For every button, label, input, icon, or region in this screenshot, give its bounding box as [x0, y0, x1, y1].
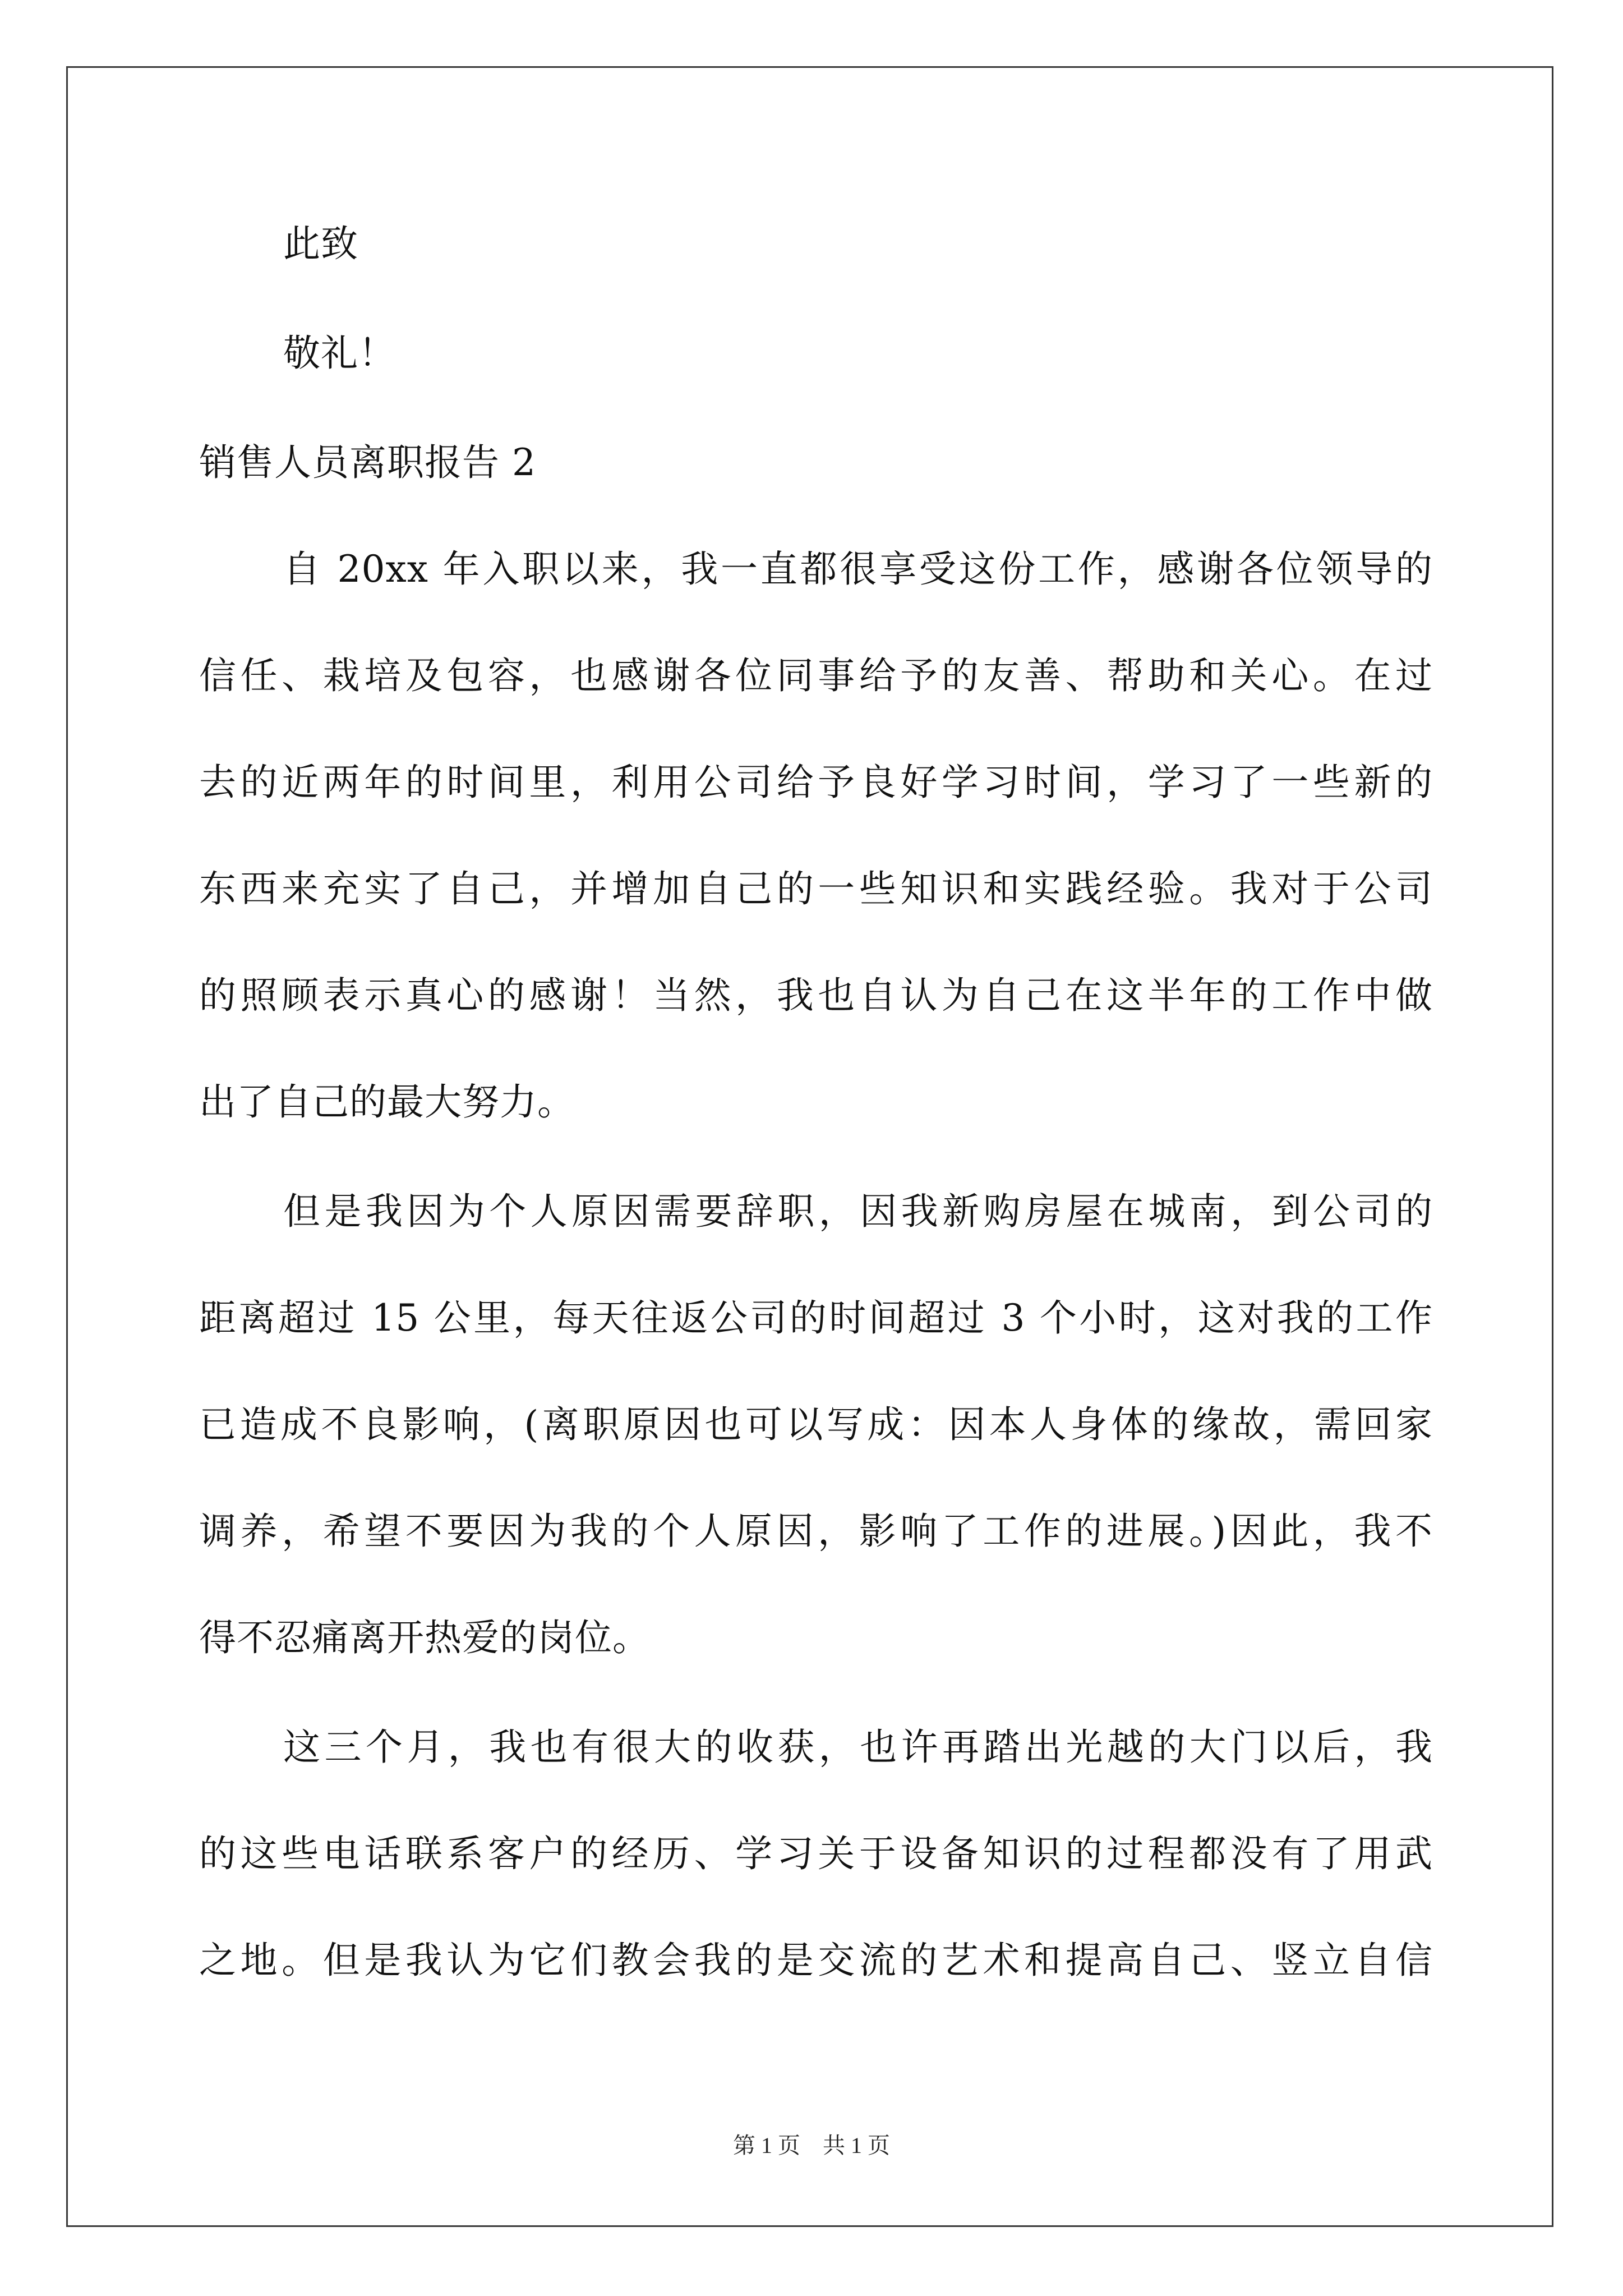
page-frame	[66, 66, 1553, 2227]
closing-regards: 敬礼！	[283, 332, 396, 375]
paragraph-3-line-2: 的这些电话联系客户的经历、学习关于设备知识的过程都没有了用武	[199, 1832, 1433, 1875]
paragraph-2-line-3: 已造成不良影响，(离职原因也可以写成：因本人身体的缘故，需回家	[199, 1403, 1433, 1446]
paragraph-2-line-1: 但是我因为个人原因需要辞职，因我新购房屋在城南，到公司的	[283, 1190, 1433, 1233]
paragraph-1-line-6: 出了自己的最大努力。	[199, 1080, 575, 1124]
paragraph-1-line-5: 的照顾表示真心的感谢！当然，我也自认为自己在这半年的工作中做	[199, 974, 1433, 1017]
paragraph-2-line-2: 距离超过 15 公里，每天往返公司的时间超过 3 个小时，这对我的工作	[199, 1296, 1433, 1340]
paragraph-1-line-3: 去的近两年的时间里，利用公司给予良好学习时间，学习了一些新的	[199, 761, 1433, 804]
paragraph-2-line-5: 得不忍痛离开热爱的岗位。	[199, 1616, 650, 1659]
paragraph-3-line-3: 之地。但是我认为它们教会我的是交流的艺术和提高自己、竖立自信	[199, 1939, 1433, 1982]
section-title: 销售人员离职报告 2	[199, 441, 536, 484]
paragraph-1-line-4: 东西来充实了自己，并增加自己的一些知识和实践经验。我对于公司	[199, 867, 1433, 910]
page-footer: 第 1 页 共 1 页	[733, 2133, 890, 2158]
paragraph-1-line-1: 自 20xx 年入职以来，我一直都很享受这份工作，感谢各位领导的	[283, 547, 1433, 591]
paragraph-3-line-1: 这三个月，我也有很大的收获，也许再踏出光越的大门以后，我	[283, 1726, 1433, 1769]
closing-salutation: 此致	[283, 222, 358, 265]
paragraph-1-line-2: 信任、栽培及包容，也感谢各位同事给予的友善、帮助和关心。在过	[199, 654, 1433, 697]
paragraph-2-line-4: 调养，希望不要因为我的个人原因，影响了工作的进展。)因此，我不	[199, 1510, 1433, 1553]
